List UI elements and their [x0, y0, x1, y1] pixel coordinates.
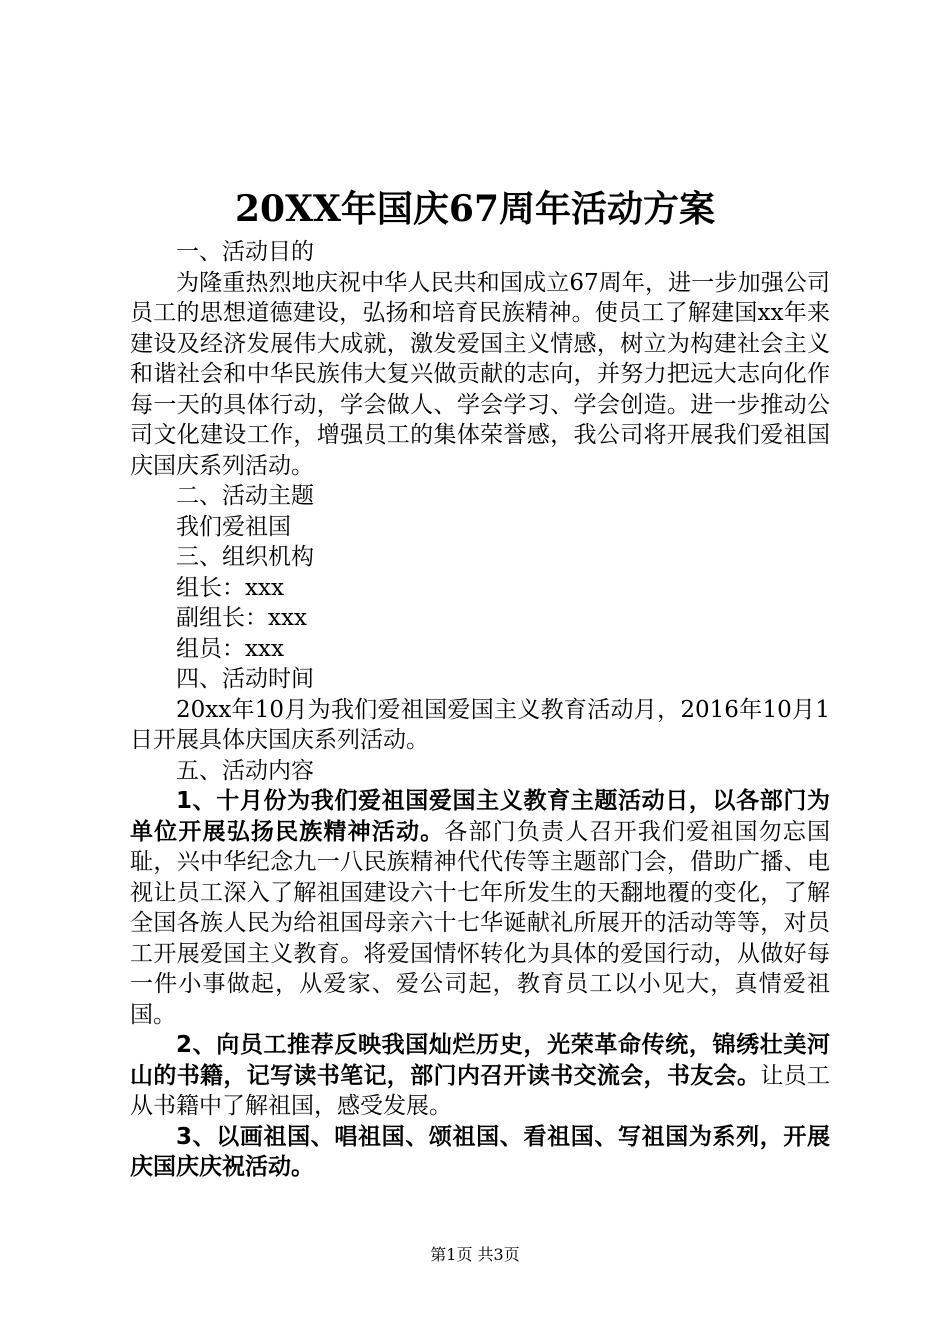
- content-item-1-lead: 1、十月份为我们爱祖国爱国主义教育主题活动日，以各部门为单位开展弘扬民族精神活动。: [130, 788, 830, 845]
- section-body-theme: 我们爱祖国: [176, 513, 291, 540]
- section-body-purpose: 为隆重热烈地庆祝中华人民共和国成立67周年，进一步加强公司员工的思想道德建设，弘扬和培育民族精神。使员工了解建国xx年来建设及经济发展伟大成就，激发爱国主义情感，树立为构建社会主义和谐社会和中华民族伟大复兴做贡献的志向，并努力把远大志向化作每一天的具体行动，学会做人、学会学习、学会创造。进一步推动公司文化建设工作，增强员工的集体荣誉感，我公司将开展我们爱祖国庆国庆系列活动。: [130, 269, 830, 479]
- content-item-1-body: 各部门负责人召开我们爱祖国勿忘国耻，兴中华纪念九一八民族精神代代传等主题部门会，借助广播、电视让员工深入了解祖国建设六十七年所发生的天翻地覆的变化，了解全国各族人民为给祖国母亲六十七华诞献礼所展开的活动等等，对员工开展爱国主义教育。将爱国情怀转化为具体的爱国行动，从做好每一件小事做起，从爱家、爱公司起，教育员工以小见大，真情爱祖国。: [130, 818, 831, 1028]
- page-footer: 第1页 共3页: [430, 1245, 520, 1264]
- section-body-time: 20xx年10月为我们爱祖国爱国主义教育活动月，2016年10月1日开展具体庆国庆系列活动。: [130, 696, 830, 753]
- section-heading-theme: 二、活动主题: [176, 483, 314, 509]
- org-members: 组员：xxx: [176, 635, 284, 662]
- org-deputy-leader: 副组长：xxx: [176, 605, 307, 631]
- content-item-3: [130, 1122, 830, 1183]
- section-heading-organization: 三、组织机构: [176, 544, 314, 570]
- content-item-2: [130, 1030, 830, 1122]
- content-item-3-lead: 3、以画祖国、唱祖国、颂祖国、看祖国、写祖国为系列，开展庆国庆庆祝活动。: [130, 1123, 830, 1180]
- page-title: 20XX年国庆67周年活动方案: [234, 188, 716, 230]
- content-item-2-lead: 2、向员工推荐反映我国灿烂历史，光荣革命传统，锦绣壮美河山的书籍，记写读书笔记，部门内召开读书交流会，书友会。: [130, 1032, 830, 1089]
- org-leader: 组长：xxx: [176, 574, 284, 601]
- content-item-1: [130, 786, 830, 1030]
- content-item-2-body: 让员工从书籍中了解祖国，感受发展。: [130, 1062, 831, 1119]
- section-heading-content: 五、活动内容: [176, 757, 314, 784]
- section-heading-time: 四、活动时间: [176, 666, 314, 692]
- document-body: [130, 237, 830, 1183]
- section-heading-purpose: 一、活动目的: [176, 239, 314, 265]
